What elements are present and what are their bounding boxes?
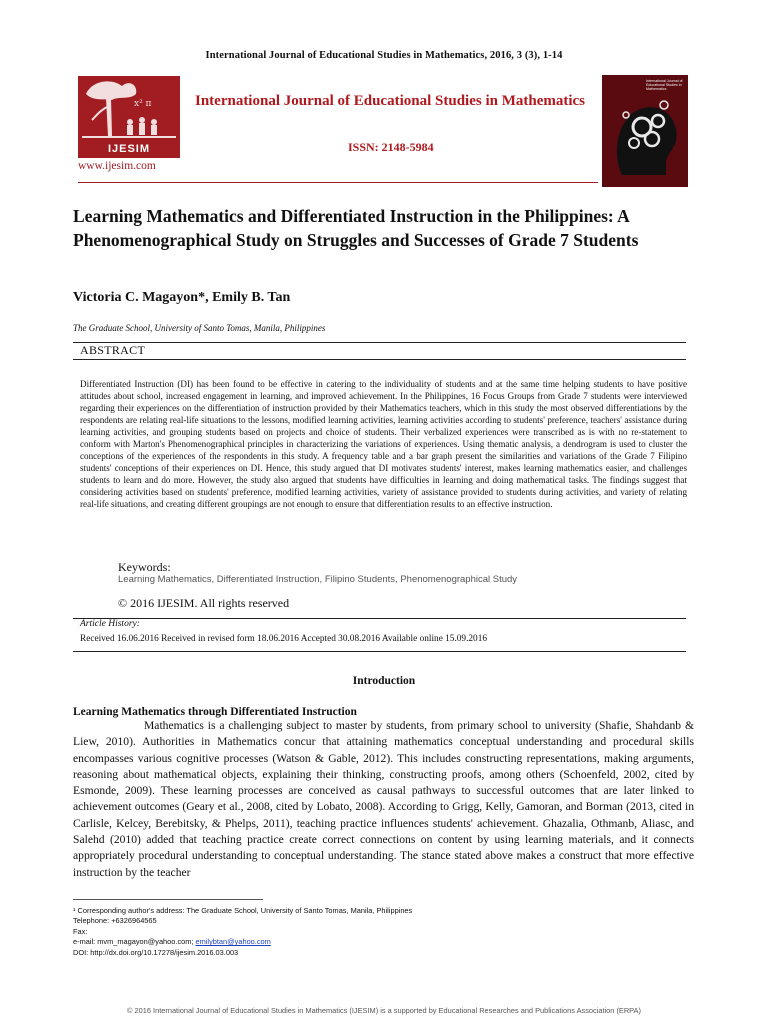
running-head: International Journal of Educational Studies in Mathematics, 2016, 3 (3), 1-14 — [205, 50, 563, 61]
article-authors: Victoria C. Magayon*, Emily B. Tan — [73, 290, 291, 305]
body-paragraph: Mathematics is a challenging subject to master by students, from primary school to university (Shafie, Shahdanb & Liew, 2010). Authorities in Mathematics concur that attaining mathematics conceptual understanding and procedural skills encompasses various cognitive processes (Watson & Gable, 2012). This includes constructing representations, making arguments, reasoning about mathematical objects, explaining their thinking, constructing proofs, among others (Schoenfeld, 2002, cited by Esmonde, 2009). These learning processes are conceived as causal pathways to successful outcomes that are later linked to achievement outcomes (Geary et al., 2008, cited by Lobato, 2008). According to Grigg, Kelly, Gamoran, and Borman (2013, cited in Carlisle, Kelcey, Berebitsky, & Phelps, 2011), teaching practice influences students' achievement. Ghazalia, Othmanb, Aliasc, and Salehd (2010) added that teaching practice create correct connections on content by using learning materials, and it connects appropriately procedural understanding to conceptual understanding. The stance stated above makes a construct that more effective instruction by the teacher — [73, 719, 694, 879]
abstract-label: ABSTRACT — [80, 343, 146, 357]
body-text — [73, 718, 694, 881]
footnote-doi[interactable]: DOI: http://dx.doi.org/10.17278/ijesim.2016.03.003 — [73, 947, 239, 957]
footnote-email — [73, 937, 523, 947]
copyright-notice: © 2016 IJESIM. All rights reserved — [118, 596, 290, 610]
keywords-label: Keywords: — [118, 560, 171, 574]
author-affiliation: The Graduate School, University of Santo Tomas, Manila, Philippines — [73, 323, 326, 333]
article-title: Learning Mathematics and Differentiated Instruction in the Philippines: A Phenomenographical Study on Struggles and Successes of Grade 7 Students — [73, 206, 639, 250]
issn: ISSN: 2148-5984 — [348, 140, 434, 154]
cover-text: International Journal of Educational Studies in Mathematics — [646, 79, 683, 92]
tree-logo-icon — [78, 76, 180, 158]
footnote-address: ¹ Corresponding author's address: The Graduate School, University of Santo Tomas, Manila, Philippines — [73, 906, 413, 915]
abstract-text: Differentiated Instruction (DI) has been found to be effective in catering to the individuality of students and at the same time helping students to have positive attitudes about school, increased engagement in learning, and improved achievement. In the Philippines, 16 Focus Groups from Grade 7 students were interviewed regarding their experiences on the differentiation of instruction provided by their Mathematics teachers, which in this study the most observed differentiations by the respondents are relating real-life situations to the lessons, modified learning activities, learning activities according to students' preference, teachers' assistance during learning activities, and grouping students based on projects and choice of students. Their verbalized experiences were transcribed as is with no re-statement to conform with Marton's Phenomenographical principles in characterizing the variations of experiences. Using thematic analysis, a dendrogram is used to cluster the conceptions of the experiences of the respondents in this study. A frequency table and a bar graph present the similarities and variations of the Grade 7 Filipino students' conceptions of their experiences on DI. Hence, this study argued that DI motivates students' interest, makes learning mathematics easier, and challenges students to learn and do more. However, the study also argued that students have difficulties in learning and doing mathematical tasks. The findings suggest that considering activities based on students' preference, modified learning activities, variety of assistance provided to students during activities, and variety of relating real-life situations, and creating different groupings are not enough to ensure that differentiation results to an effective instruction. — [80, 379, 687, 509]
footnote-divider — [73, 899, 263, 900]
svg-text:x² π: x² π — [134, 99, 152, 109]
footnote-fax: Fax: — [73, 926, 88, 936]
history-dates: Received 16.06.2016 Received in revised form 18.06.2016 Accepted 30.08.2016 Available online 15.09.2016 — [80, 634, 487, 644]
journal-name: International Journal of Educational Studies in Mathematics — [194, 93, 586, 109]
footnote-email-prefix: e-mail: mvm_magayon@yahoo.com; — [73, 937, 196, 947]
history-label: Article History: — [80, 619, 140, 629]
page-footer: © 2016 International Journal of Educational Studies in Mathematics (IJESIM) is a supported by Educational Researches and Publications Association (ERPA) — [127, 1006, 641, 1015]
journal-logo — [78, 76, 180, 158]
footnote-email-link[interactable]: emilybtan@yahoo.com — [195, 937, 271, 947]
journal-cover — [602, 75, 688, 187]
header-divider — [78, 182, 598, 183]
head-gears-icon — [602, 75, 688, 187]
subsection-heading: Learning Mathematics through Differentiated Instruction — [73, 706, 357, 718]
site-url[interactable]: www.ijesim.com — [78, 160, 156, 172]
abstract-header-bar — [73, 342, 686, 360]
logo-text: IJESIM — [107, 143, 151, 155]
keywords-list: Learning Mathematics, Differentiated Instruction, Filipino Students, Phenomenographical Study — [118, 574, 518, 585]
footnote — [73, 906, 523, 958]
footnote-telephone: Telephone: +6326964565 — [73, 916, 157, 926]
section-heading: Introduction — [352, 675, 416, 687]
